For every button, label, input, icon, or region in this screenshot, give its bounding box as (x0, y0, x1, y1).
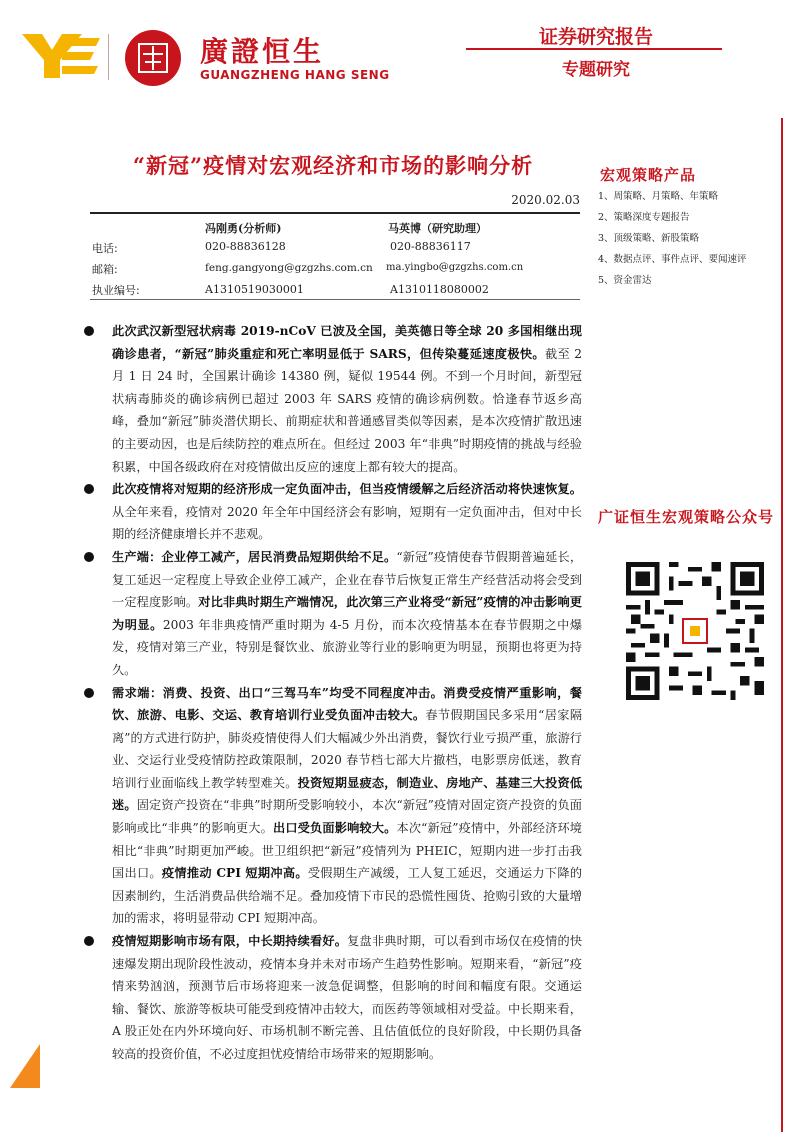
list-item (84, 546, 582, 682)
report-type: 证券研究报告 (538, 26, 653, 48)
author-phone-2: 020-88836117 (390, 240, 471, 253)
author-license-1: A1310519030001 (205, 283, 304, 296)
author-license-2: A1310118080002 (390, 283, 489, 296)
bullet-heading: 疫情推动 CPI 短期冲高。 (161, 866, 308, 881)
phone-label: 电话: (92, 242, 118, 255)
corner-decoration (10, 1044, 40, 1088)
brand-name-cn: 廣證恒生 (200, 35, 325, 68)
bullet-heading: 生产端：企业停工减产，居民消费品短期供给不足。 (112, 549, 397, 564)
author-name-1: 冯刚勇(分析师) (205, 222, 282, 235)
author-phone-1: 020-88836128 (205, 240, 286, 253)
header-rule (466, 48, 722, 50)
author-table-top-rule (90, 212, 580, 214)
bullet-icon (84, 936, 94, 946)
brand-name-en: GUANGZHENG HANG SENG (200, 68, 390, 82)
sidebar-item: 4、数据点评、事件点评、要闻速评 (598, 254, 747, 265)
bullet-text: 2003 年非典疫情严重时期为 4-5 月份，而本次疫情基本在春节假期之中爆发，疫情对第三产业，特别是餐饮业、旅游业等行业的影响更为明显，预期也将更为持久。 (112, 617, 583, 677)
list-item (84, 478, 582, 546)
sidebar-item: 3、顶级策略、新股策略 (598, 233, 700, 244)
page-title: “新冠”疫情对宏观经济和市场的影响分析 (132, 153, 534, 178)
bullet-text: 截至 2 月 1 日 24 时，全国累计确诊 14380 例，疑似 19544 例。不到一个月时间，新型冠状病毒肺炎的确诊病例已超过 2003 年 SARS 疫情的确诊病例数。恰逢春节返乡高峰，叠加“新冠”肺炎潜伏期长、前期症状和普通感冒类似等因素，是本次疫情扩散迅速的主要动因，也是后续防控的难点所在。但经过 2003 年“非典”时期疫情的挑战与经验积累，中国各级政府在对疫情做出反应的速度上都有较大的提高。 (112, 346, 582, 474)
bullet-text: “新冠”疫情使春节假期普遍延长，复工延迟一定程度上导致企业停工减产，企业在春节后恢复正常生产经营活动将会受到一定程度影响。 (112, 549, 583, 610)
bullet-heading: 疫情短期影响市场有限，中长期持续看好。 (112, 934, 348, 949)
logo-divider (108, 34, 109, 80)
qr-code-icon[interactable] (626, 562, 764, 700)
bullet-text: 从全年来看，疫情对 2020 年全年中国经济会有影响，短期有一定负面冲击，但对中长期的经济健康增长并不悲观。 (112, 504, 582, 542)
bullet-icon (84, 326, 94, 336)
list-item (84, 320, 582, 478)
bullet-text: 春节假期国民多采用“居家隔离”的方式进行防护，肺炎疫情使得人们大幅减少外出消费，餐饮行业亏损严重，旅游行业、交运行业受疫情防控政策限制，2020 春节档七部大片撤档，电影票房低迷，教育培训行业面临线上教学转型难关。 (112, 708, 583, 790)
bullet-icon (84, 552, 94, 562)
bullet-icon (84, 484, 94, 494)
author-name-2: 马英博（研究助理） (388, 222, 487, 235)
report-date: 2020.02.03 (511, 193, 580, 207)
email-label: 邮箱: (92, 263, 118, 276)
author-email-2[interactable]: ma.yingbo@gzgzhs.com.cn (386, 262, 524, 273)
bullet-text: 复盘非典时期，可以看到市场仅在疫情的快速爆发期出现阶段性波动，疫情本身并未对市场产生趋势性影响。短期来看，“新冠”疫情来势汹汹，预测节后市场将迎来一波急促调整，但影响的时间和幅度有限。交通运输、餐饮、旅游等板块可能受到疫情冲击较大，而医药等领域相对受益。中长期来看， A 股正处在内外环境向好、市场机制不断完善、且估值低位的良好阶段，中长期仍具备较高的投资价值，不必过度担忧疫情给市场带来的短期影响。 (112, 934, 583, 1061)
report-subtype: 专题研究 (562, 60, 630, 80)
bullet-heading: 此次武汉新型冠状病毒 2019-nCoV 已波及全国，美英德日等全球 20 多国相继出现确诊患者，“新冠”肺炎重症和死亡率明显低于 SARS，但传染蔓延速度极快。 (112, 324, 582, 361)
bullet-icon (84, 688, 94, 698)
bullet-heading: 投资短期显疲态，制造业、房地产、基建三大投资低迷。 (112, 775, 583, 813)
author-table-bottom-rule (90, 299, 580, 300)
list-item (84, 682, 582, 931)
sidebar-item: 2、策略深度专题报告 (598, 212, 690, 223)
brand-ye-logo-icon (22, 30, 100, 82)
sidebar-item: 1、周策略、月策略、年策略 (598, 191, 719, 202)
summary-bullets (84, 320, 582, 1066)
bullet-heading: 此次疫情将对短期的经济形成一定负面冲击，但当疫情缓解之后经济活动将快速恢复。 (112, 482, 582, 497)
right-margin-rule (781, 118, 783, 1132)
bullet-heading: 出口受负面影响较大。 (272, 821, 397, 836)
sidebar-item: 5、资金雷达 (598, 275, 652, 286)
bullet-text: 受假期生产减缓，工人复工延迟，交通运力下降的因素制约，生活消费品供给端不足。叠加疫情下市民的恐慌性囤货、抢购引致的大量增加的需求，将明显带动 CPI 短期冲高。 (112, 866, 583, 926)
brand-seal-icon (125, 30, 181, 86)
bullet-heading: 对比非典时期生产端情况，此次第三产业将受“新冠”疫情的冲击影响更为明显。 (112, 595, 582, 632)
sidebar-heading: 宏观策略产品 (600, 166, 697, 184)
bullet-text: 固定资产投资在“非典”时期所受影响较小，本次“新冠”疫情对固定资产投资的负面影响或比“非典”的影响更大。 (112, 798, 582, 836)
bullet-heading: 需求端：消费、投资、出口“三驾马车”均受不同程度冲击。消费受疫情严重影响，餐饮、旅游、电影、交运、教育培训行业受负面冲击较大。 (112, 685, 582, 723)
list-item (84, 930, 582, 1066)
author-email-1[interactable]: feng.gangyong@gzgzhs.com.cn (205, 262, 373, 274)
bullet-text: 本次“新冠”疫情中，外部经济环境相比“非典”时期更加严峻。世卫组织把“新冠”疫情列为 PHEIC，短期内进一步打击我国出口。 (112, 821, 582, 881)
license-label: 执业编号: (92, 284, 140, 297)
qr-title: 广证恒生宏观策略公众号 (598, 508, 775, 526)
